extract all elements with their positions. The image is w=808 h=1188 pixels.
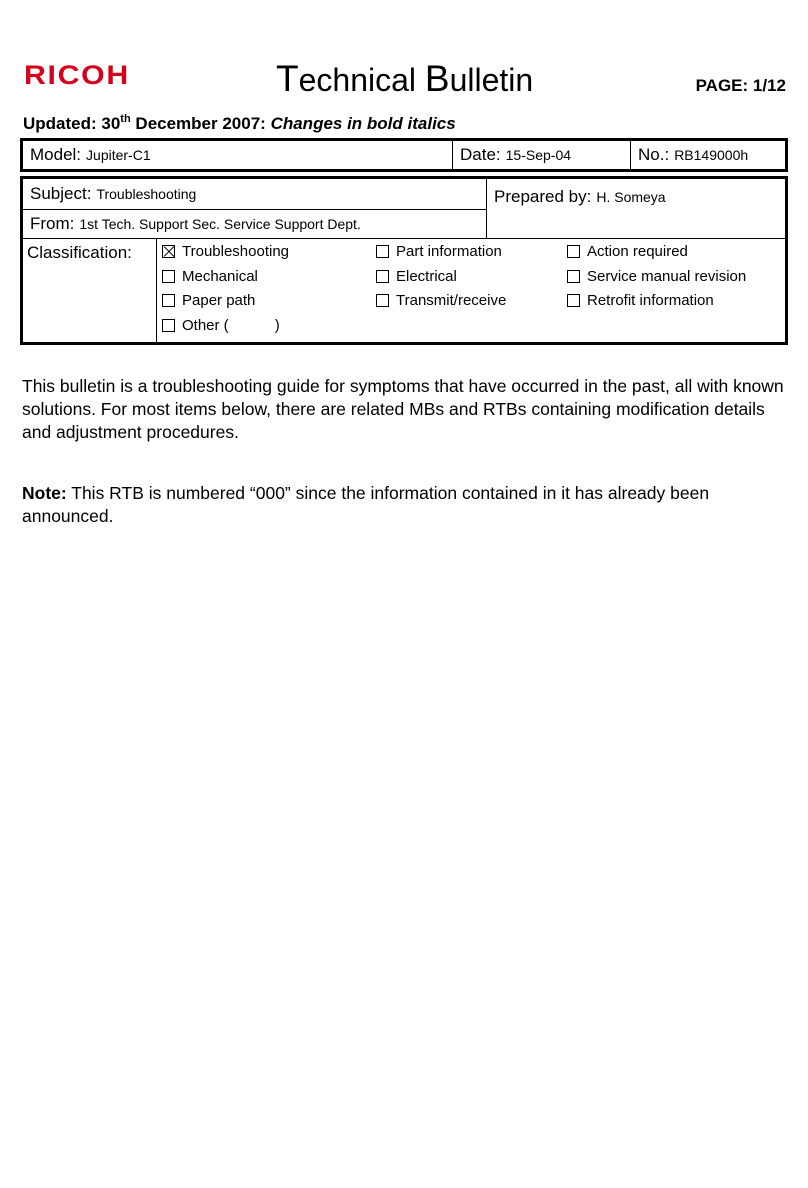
subject-label: Subject: <box>30 184 92 203</box>
title-initial-t: T <box>276 58 299 99</box>
note-paragraph <box>22 482 786 528</box>
date-cell <box>453 141 631 169</box>
note-text: This RTB is numbered “000” since the information contained in it has already been announced. <box>22 483 710 526</box>
option-label: Retrofit information <box>587 292 714 309</box>
option-label: Troubleshooting <box>182 243 290 260</box>
prepared-by-label: Prepared by: <box>494 187 592 206</box>
prepared-by-cell <box>487 179 785 215</box>
model-value: Jupiter-C1 <box>86 147 151 163</box>
document-info-box <box>20 138 788 172</box>
checkbox-checked-icon[interactable] <box>162 245 175 258</box>
option-action-required[interactable] <box>567 243 688 260</box>
ricoh-logo: RICOH <box>24 60 130 90</box>
option-label: Electrical <box>396 268 457 285</box>
intro-paragraph: This bulletin is a troubleshooting guide for symptoms that have occurred in the past, all with known solutions. For most items below, there are related MBs and RTBs containing modification details and adjustment procedures. <box>22 376 784 442</box>
option-label: Action required <box>587 243 688 260</box>
subject-cell <box>23 179 487 210</box>
option-part-information[interactable] <box>376 243 502 260</box>
option-electrical[interactable] <box>376 268 457 285</box>
from-value: 1st Tech. Support Sec. Service Support Dept. <box>79 216 361 232</box>
classification-options <box>157 239 785 342</box>
option-label: Mechanical <box>182 268 258 285</box>
date-label: Date: <box>460 145 501 164</box>
page-number: PAGE: 1/12 <box>695 76 786 95</box>
checkbox-icon[interactable] <box>162 294 175 307</box>
option-mechanical[interactable] <box>162 268 258 285</box>
date-value: 15-Sep-04 <box>505 147 572 163</box>
option-label: Other ( <box>182 317 229 334</box>
option-transmit-receive[interactable] <box>376 292 506 309</box>
checkbox-icon[interactable] <box>162 319 175 332</box>
from-cell <box>23 210 487 238</box>
option-label: Service manual revision <box>587 268 747 285</box>
option-other-close: ) <box>274 317 280 334</box>
checkbox-icon[interactable] <box>567 270 580 283</box>
number-cell <box>631 141 785 169</box>
checkbox-icon[interactable] <box>376 270 389 283</box>
bulletin-meta-box <box>20 176 788 345</box>
option-label: Transmit/receive <box>396 292 507 309</box>
model-cell <box>23 141 453 169</box>
checkbox-icon[interactable] <box>567 294 580 307</box>
number-value: RB149000h <box>674 147 749 163</box>
title-word-bulletin: ulletin <box>449 62 534 98</box>
from-label: From: <box>30 214 75 233</box>
option-label: Paper path <box>182 292 256 309</box>
meta-top-row <box>23 179 785 239</box>
option-other[interactable] <box>162 317 280 334</box>
checkbox-icon[interactable] <box>567 245 580 258</box>
updated-ordinal-suffix: th <box>120 113 131 125</box>
checkbox-icon[interactable] <box>376 245 389 258</box>
model-label: Model: <box>30 145 82 164</box>
updated-date-rest: December 2007: <box>130 114 271 133</box>
option-label: Part information <box>396 243 502 260</box>
option-service-manual-revision[interactable] <box>567 268 746 285</box>
number-label: No.: <box>638 145 670 164</box>
checkbox-icon[interactable] <box>162 270 175 283</box>
option-paper-path[interactable] <box>162 292 255 309</box>
checkbox-icon[interactable] <box>376 294 389 307</box>
updated-prefix: Updated: 30 <box>23 114 121 133</box>
title-initial-b: B <box>424 58 450 99</box>
updated-line <box>23 114 456 134</box>
title-word-technical: echnical <box>298 62 425 98</box>
subject-value: Troubleshooting <box>96 186 197 202</box>
document-title <box>276 60 533 97</box>
option-retrofit-information[interactable] <box>567 292 714 309</box>
prepared-by-value: H. Someya <box>596 189 666 205</box>
option-troubleshooting[interactable] <box>162 243 289 260</box>
updated-changes-note: Changes in bold italics <box>270 114 456 133</box>
note-label: Note: <box>22 483 67 503</box>
classification-label: Classification: <box>23 239 157 342</box>
